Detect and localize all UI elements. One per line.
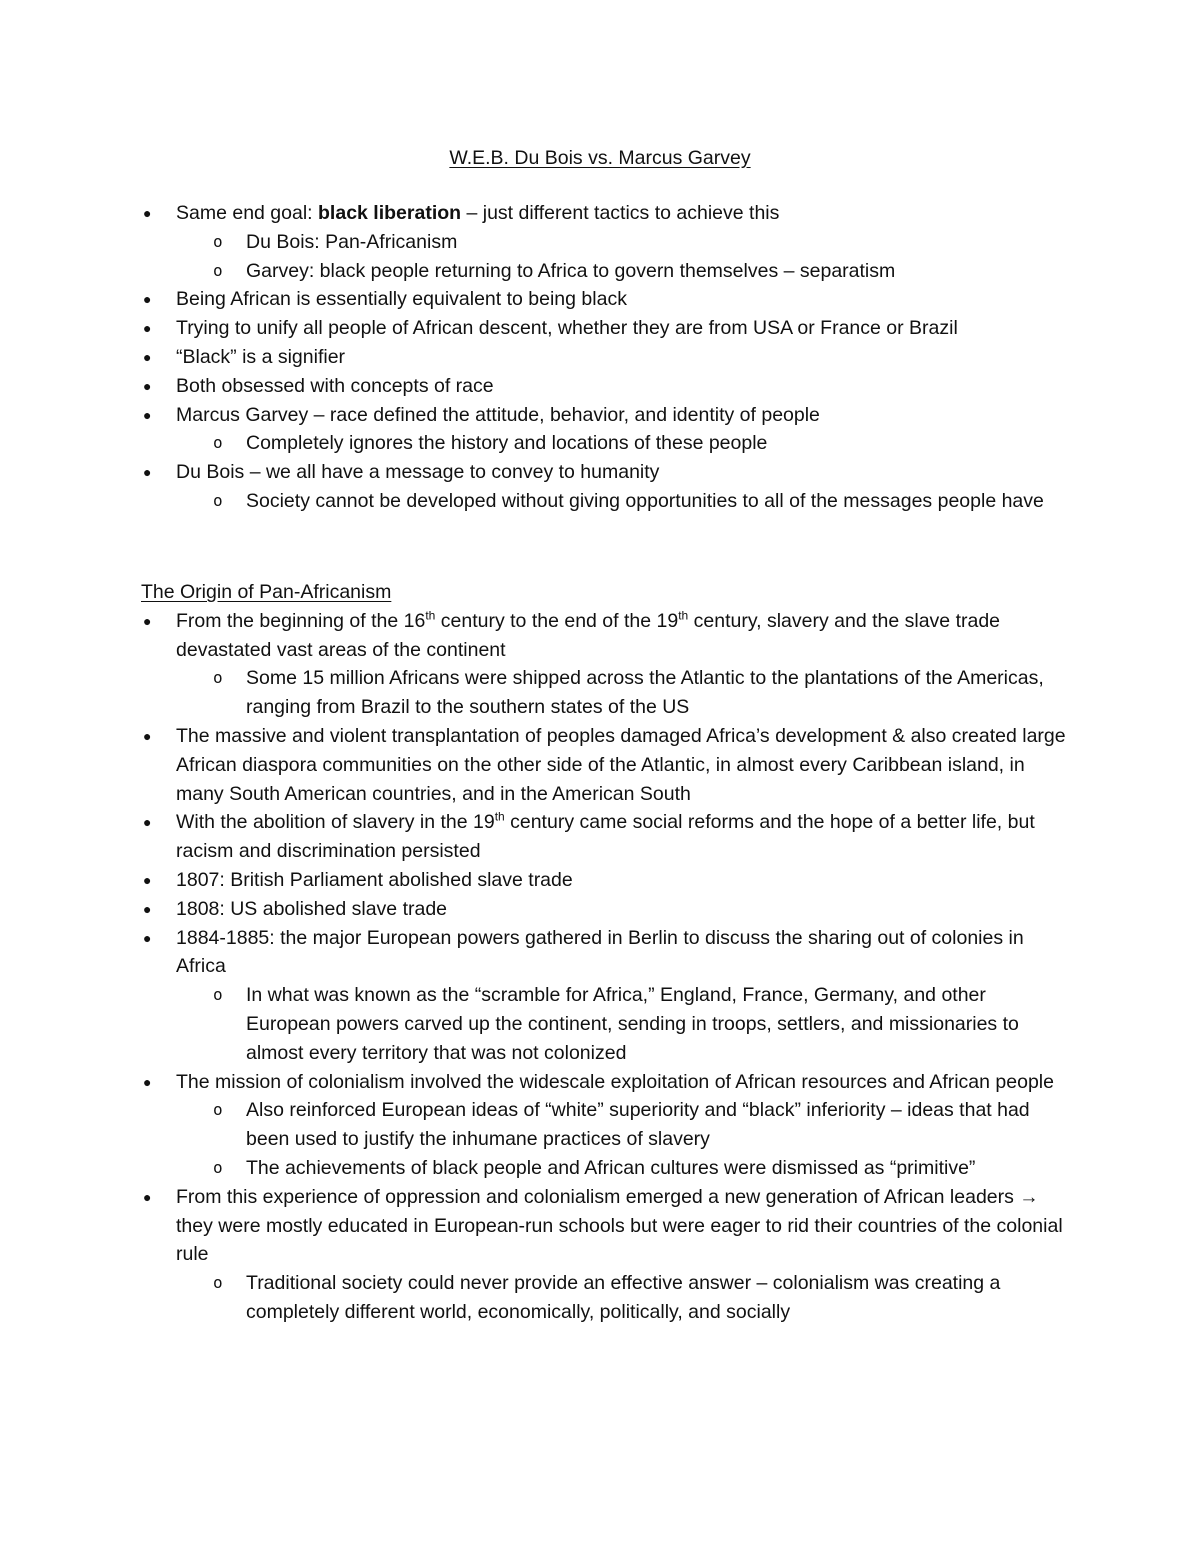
section-heading: The Origin of Pan-Africanism: [141, 581, 392, 603]
bullet-icon: ●: [143, 929, 152, 946]
bullet-icon: ●: [143, 320, 152, 337]
bullet-item: [143, 401, 1066, 430]
text-segment: The massive and violent transplantation of peoples damaged Africa’s development & also created large African diaspora communities on the other side of the Atlantic, in almost every Caribbean island, in many South American countries, and in the American South: [176, 724, 1066, 805]
text-segment: Completely ignores the history and locations of these people: [246, 432, 768, 455]
bullet-item: [143, 314, 1066, 343]
bullet-text: [246, 260, 895, 282]
bullet-item: [143, 607, 1066, 665]
comparison-section: [0, 199, 1200, 516]
comparison-bullet-list: [0, 199, 1200, 516]
bullet-item: [143, 866, 1066, 895]
text-segment: Garvey: black people returning to Africa to govern themselves – separatism: [246, 259, 896, 282]
bullet-text: [176, 898, 447, 920]
text-segment: 1807: British Parliament abolished slave trade: [176, 868, 573, 891]
bullet-icon: ●: [143, 464, 152, 481]
sub-bullet-icon: o: [213, 490, 223, 510]
bullet-text: [176, 610, 1000, 661]
bullet-item: [143, 458, 1066, 487]
bullet-item: [143, 343, 1066, 372]
bullet-icon: ●: [143, 612, 152, 629]
bullet-text: [246, 1157, 975, 1179]
bullet-text: [176, 202, 779, 224]
bullet-item: [143, 808, 1066, 866]
sub-bullet-icon: o: [213, 231, 223, 251]
bullet-icon: ●: [143, 727, 152, 744]
bullet-text: [176, 317, 958, 339]
text-segment: Both obsessed with concepts of race: [176, 374, 494, 397]
bullet-text: [176, 811, 1035, 862]
bullet-icon: ●: [143, 900, 152, 917]
bullet-text: [176, 288, 627, 310]
superscript: th: [494, 809, 505, 824]
sub-bullet-item: [213, 228, 1066, 257]
bullet-text: [176, 1071, 1054, 1093]
bullet-icon: ●: [143, 348, 152, 365]
bullet-item: [143, 1183, 1066, 1269]
text-segment: – just different tactics to achieve this: [461, 202, 780, 224]
text-segment: In what was known as the “scramble for Africa,” England, France, Germany, and other European powers carved up the continent, sending in troops, settlers, and missionaries to almost every territory that was not colonized: [246, 984, 1019, 1064]
bullet-text: [246, 1099, 1030, 1150]
sub-bullet-item: [213, 257, 1066, 286]
text-segment: Some 15 million Africans were shipped across the Atlantic to the plantations of the Americas, ranging from Brazil to the southern states of the US: [246, 667, 1044, 719]
bullet-item: [143, 895, 1066, 924]
bullet-item: [143, 1068, 1066, 1097]
bullet-icon: ●: [143, 205, 152, 221]
text-segment: Marcus Garvey – race defined the attitude, behavior, and identity of people: [176, 403, 820, 426]
bullet-text: [176, 461, 659, 483]
text-segment: Du Bois: Pan-Africanism: [246, 230, 458, 253]
bullet-text: [246, 490, 1044, 512]
sub-bullet-item: [213, 1154, 1066, 1183]
bullet-icon: ●: [143, 291, 152, 308]
superscript: th: [678, 608, 689, 623]
sub-bullet-item: [213, 1269, 1066, 1327]
document-title: W.E.B. Du Bois vs. Marcus Garvey: [449, 147, 751, 169]
bullet-text: [246, 231, 457, 253]
bullet-text: [176, 927, 1024, 978]
sub-bullet-item: [213, 1096, 1066, 1154]
sub-bullet-icon: o: [213, 260, 223, 280]
origin-section: [0, 578, 1200, 1327]
text-segment: “Black” is a signifier: [176, 345, 346, 368]
bullet-text: [176, 869, 573, 891]
origin-bullet-list: [0, 607, 1200, 1327]
bullet-item: [143, 199, 1066, 228]
sub-bullet-icon: o: [213, 1157, 223, 1177]
sub-bullet-item: [213, 429, 1066, 458]
text-segment: The mission of colonialism involved the widescale exploitation of African resources and African people: [176, 1070, 1054, 1093]
text-segment: From this experience of oppression and colonialism emerged a new generation of African leaders → they were mostly educated in European-run schools but were eager to rid their countries of the colonial rule: [176, 1185, 1063, 1266]
sub-bullet-icon: o: [213, 433, 223, 453]
bullet-item: [143, 372, 1066, 401]
text-segment: 1884-1885: the major European powers gathered in Berlin to discuss the sharing out of colonies in Africa: [176, 926, 1024, 978]
bullet-icon: ●: [143, 406, 152, 423]
bullet-icon: ●: [143, 1188, 152, 1205]
text-segment: Same end goal:: [176, 202, 319, 224]
bullet-item: [143, 285, 1066, 314]
sub-bullet-icon: o: [213, 668, 223, 688]
sub-bullet-icon: o: [213, 1100, 223, 1120]
bullet-item: [143, 722, 1066, 808]
bullet-text: [176, 404, 820, 426]
bullet-text: [176, 725, 1066, 805]
bullet-icon: ●: [143, 814, 152, 831]
text-segment: From the beginning of the 16: [176, 609, 426, 632]
sub-bullet-icon: o: [213, 985, 223, 1005]
bullet-text: [176, 346, 345, 368]
sub-bullet-icon: o: [213, 1273, 223, 1293]
superscript: th: [425, 608, 436, 623]
text-segment: Also reinforced European ideas of “white” superiority and “black” inferiority – ideas that had been used to justify the inhumane practices of slavery: [246, 1099, 1030, 1151]
bullet-text: [176, 375, 494, 397]
bullet-item: [143, 924, 1066, 982]
bullet-text: [246, 667, 1044, 718]
text-segment: century to the end of the 19: [435, 609, 679, 632]
sub-bullet-item: [213, 487, 1066, 516]
text-segment: 1808: US abolished slave trade: [176, 897, 448, 920]
text-segment: century, slavery and the slave trade devastated vast areas of the continent: [176, 609, 1001, 661]
text-segment: Trying to unify all people of African descent, whether they are from USA or France or Brazil: [176, 317, 958, 340]
sub-bullet-item: [213, 981, 1066, 1067]
sub-bullet-item: [213, 664, 1066, 722]
bullet-icon: ●: [143, 871, 152, 888]
bullet-text: [246, 984, 1019, 1064]
bullet-text: [246, 432, 767, 454]
text-segment: Being African is essentially equivalent to being black: [176, 288, 627, 311]
bold-text: black liberation: [318, 202, 462, 224]
bullet-icon: ●: [143, 377, 152, 394]
text-segment: With the abolition of slavery in the 19: [176, 811, 495, 834]
text-segment: Society cannot be developed without giving opportunities to all of the messages people have: [246, 489, 1044, 512]
bullet-text: [246, 1272, 1000, 1323]
text-segment: Du Bois – we all have a message to convey to humanity: [176, 461, 660, 484]
text-segment: Traditional society could never provide an effective answer – colonialism was creating a completely different world, economically, politically, and socially: [246, 1272, 1001, 1323]
text-segment: The achievements of black people and African cultures were dismissed as “primitive”: [246, 1156, 976, 1179]
bullet-icon: ●: [143, 1073, 152, 1090]
bullet-text: [176, 1186, 1063, 1266]
text-segment: century came social reforms and the hope of a better life, but racism and discrimination persisted: [176, 811, 1035, 863]
